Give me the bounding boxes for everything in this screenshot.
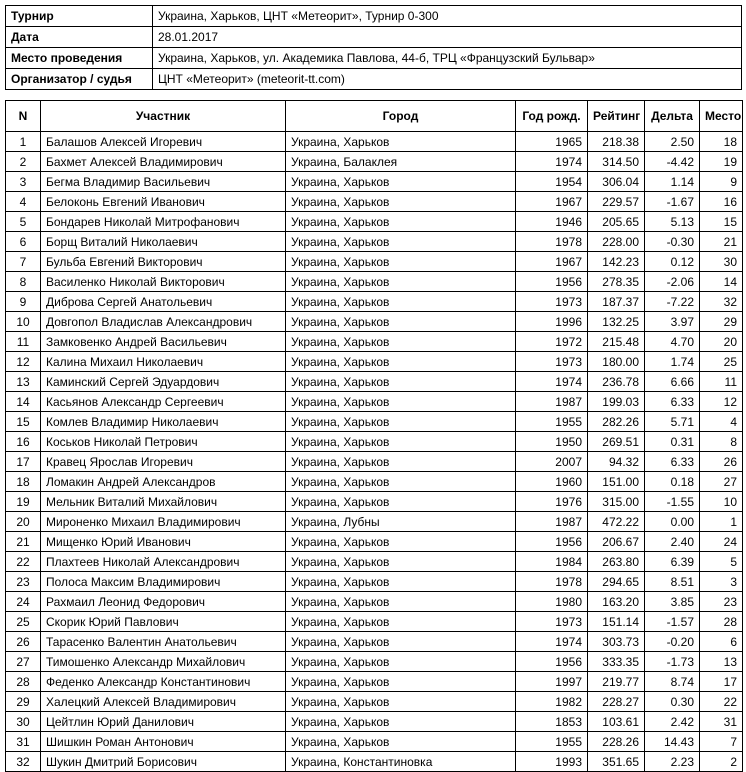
header-participant: Участник: [41, 101, 286, 132]
cell-number: 19: [6, 492, 41, 512]
cell-rating: 180.00: [588, 352, 645, 372]
cell-delta: 6.33: [645, 392, 700, 412]
cell-city: Украина, Харьков: [286, 192, 516, 212]
cell-delta: 4.70: [645, 332, 700, 352]
cell-place: 17: [700, 672, 743, 692]
cell-city: Украина, Харьков: [286, 712, 516, 732]
cell-delta: 0.18: [645, 472, 700, 492]
table-row: [6, 172, 743, 192]
cell-rating: 187.37: [588, 292, 645, 312]
cell-number: 13: [6, 372, 41, 392]
participants-body: [6, 132, 743, 772]
cell-birth-year: 1974: [516, 632, 588, 652]
cell-participant: Замковенко Андрей Васильевич: [41, 332, 286, 352]
cell-city: Украина, Харьков: [286, 312, 516, 332]
cell-delta: -1.55: [645, 492, 700, 512]
cell-participant: Цейтлин Юрий Данилович: [41, 712, 286, 732]
cell-city: Украина, Харьков: [286, 332, 516, 352]
cell-delta: -1.57: [645, 612, 700, 632]
cell-number: 27: [6, 652, 41, 672]
cell-place: 26: [700, 452, 743, 472]
table-row: [6, 132, 743, 152]
cell-birth-year: 1950: [516, 432, 588, 452]
cell-participant: Коськов Николай Петрович: [41, 432, 286, 452]
info-row: [6, 69, 742, 90]
cell-participant: Бегма Владимир Васильевич: [41, 172, 286, 192]
cell-number: 25: [6, 612, 41, 632]
cell-birth-year: 1976: [516, 492, 588, 512]
cell-rating: 151.00: [588, 472, 645, 492]
cell-place: 5: [700, 552, 743, 572]
table-row: [6, 592, 743, 612]
cell-rating: 151.14: [588, 612, 645, 632]
cell-number: 5: [6, 212, 41, 232]
cell-place: 24: [700, 532, 743, 552]
cell-participant: Касьянов Александр Сергеевич: [41, 392, 286, 412]
cell-birth-year: 1967: [516, 252, 588, 272]
cell-birth-year: 1853: [516, 712, 588, 732]
info-label: Турнир: [6, 6, 153, 27]
cell-number: 15: [6, 412, 41, 432]
cell-number: 20: [6, 512, 41, 532]
cell-number: 12: [6, 352, 41, 372]
cell-birth-year: 1972: [516, 332, 588, 352]
cell-city: Украина, Харьков: [286, 232, 516, 252]
cell-city: Украина, Харьков: [286, 732, 516, 752]
cell-delta: 0.12: [645, 252, 700, 272]
cell-participant: Феденко Александр Константинович: [41, 672, 286, 692]
participants-table: [5, 100, 743, 772]
cell-number: 23: [6, 572, 41, 592]
cell-rating: 306.04: [588, 172, 645, 192]
cell-participant: Калина Михаил Николаевич: [41, 352, 286, 372]
cell-number: 10: [6, 312, 41, 332]
cell-participant: Скорик Юрий Павлович: [41, 612, 286, 632]
cell-city: Украина, Харьков: [286, 612, 516, 632]
cell-place: 31: [700, 712, 743, 732]
cell-number: 24: [6, 592, 41, 612]
cell-birth-year: 1993: [516, 752, 588, 772]
cell-rating: 142.23: [588, 252, 645, 272]
cell-participant: Полоса Максим Владимирович: [41, 572, 286, 592]
cell-birth-year: 1996: [516, 312, 588, 332]
table-row: [6, 252, 743, 272]
cell-city: Украина, Харьков: [286, 412, 516, 432]
cell-delta: 5.13: [645, 212, 700, 232]
cell-birth-year: 1965: [516, 132, 588, 152]
cell-birth-year: 1978: [516, 572, 588, 592]
cell-place: 16: [700, 192, 743, 212]
cell-number: 17: [6, 452, 41, 472]
cell-participant: Шукин Дмитрий Борисович: [41, 752, 286, 772]
cell-delta: -1.73: [645, 652, 700, 672]
cell-city: Украина, Харьков: [286, 492, 516, 512]
cell-city: Украина, Харьков: [286, 392, 516, 412]
table-row: [6, 472, 743, 492]
cell-delta: -2.06: [645, 272, 700, 292]
table-row: [6, 692, 743, 712]
cell-delta: 5.71: [645, 412, 700, 432]
table-row: [6, 192, 743, 212]
table-row: [6, 652, 743, 672]
cell-number: 26: [6, 632, 41, 652]
cell-rating: 163.20: [588, 592, 645, 612]
cell-delta: 6.39: [645, 552, 700, 572]
cell-birth-year: 1967: [516, 192, 588, 212]
cell-participant: Бульба Евгений Викторович: [41, 252, 286, 272]
cell-rating: 132.25: [588, 312, 645, 332]
cell-number: 30: [6, 712, 41, 732]
cell-rating: 219.77: [588, 672, 645, 692]
cell-rating: 229.57: [588, 192, 645, 212]
info-label: Место проведения: [6, 48, 153, 69]
cell-delta: 1.74: [645, 352, 700, 372]
table-row: [6, 672, 743, 692]
cell-delta: 0.30: [645, 692, 700, 712]
cell-birth-year: 1955: [516, 412, 588, 432]
cell-birth-year: 1980: [516, 592, 588, 612]
table-row: [6, 232, 743, 252]
cell-participant: Тимошенко Александр Михайлович: [41, 652, 286, 672]
cell-delta: 0.31: [645, 432, 700, 452]
cell-number: 22: [6, 552, 41, 572]
cell-delta: 2.50: [645, 132, 700, 152]
cell-participant: Довгопол Владислав Александрович: [41, 312, 286, 332]
cell-participant: Мироненко Михаил Владимирович: [41, 512, 286, 532]
cell-birth-year: 1955: [516, 732, 588, 752]
info-row: [6, 6, 742, 27]
table-row: [6, 372, 743, 392]
cell-place: 32: [700, 292, 743, 312]
cell-number: 9: [6, 292, 41, 312]
cell-participant: Бондарев Николай Митрофанович: [41, 212, 286, 232]
cell-city: Украина, Харьков: [286, 172, 516, 192]
cell-city: Украина, Харьков: [286, 592, 516, 612]
header-place: Место: [700, 101, 743, 132]
cell-delta: 8.51: [645, 572, 700, 592]
cell-participant: Плахтеев Николай Александрович: [41, 552, 286, 572]
cell-delta: -0.20: [645, 632, 700, 652]
table-row: [6, 572, 743, 592]
info-row: [6, 48, 742, 69]
cell-participant: Тарасенко Валентин Анатольевич: [41, 632, 286, 652]
table-row: [6, 392, 743, 412]
info-value: 28.01.2017: [153, 27, 742, 48]
cell-city: Украина, Балаклея: [286, 152, 516, 172]
cell-delta: -0.30: [645, 232, 700, 252]
cell-city: Украина, Харьков: [286, 552, 516, 572]
cell-place: 27: [700, 472, 743, 492]
cell-place: 12: [700, 392, 743, 412]
table-row: [6, 492, 743, 512]
cell-place: 22: [700, 692, 743, 712]
cell-number: 2: [6, 152, 41, 172]
cell-number: 28: [6, 672, 41, 692]
cell-delta: -7.22: [645, 292, 700, 312]
cell-number: 1: [6, 132, 41, 152]
cell-delta: 6.33: [645, 452, 700, 472]
cell-participant: Василенко Николай Викторович: [41, 272, 286, 292]
cell-delta: -4.42: [645, 152, 700, 172]
cell-rating: 278.35: [588, 272, 645, 292]
table-row: [6, 312, 743, 332]
cell-participant: Халецкий Алексей Владимирович: [41, 692, 286, 712]
cell-participant: Диброва Сергей Анатольевич: [41, 292, 286, 312]
cell-birth-year: 1982: [516, 692, 588, 712]
cell-city: Украина, Харьков: [286, 272, 516, 292]
cell-city: Украина, Харьков: [286, 252, 516, 272]
table-row: [6, 532, 743, 552]
cell-birth-year: 1973: [516, 292, 588, 312]
table-row: [6, 552, 743, 572]
table-row: [6, 412, 743, 432]
cell-birth-year: 1973: [516, 352, 588, 372]
cell-delta: 3.97: [645, 312, 700, 332]
cell-rating: 215.48: [588, 332, 645, 352]
cell-rating: 263.80: [588, 552, 645, 572]
cell-place: 6: [700, 632, 743, 652]
cell-birth-year: 1987: [516, 392, 588, 412]
cell-number: 6: [6, 232, 41, 252]
cell-birth-year: 1960: [516, 472, 588, 492]
header-rating: Рейтинг: [588, 101, 645, 132]
header-number: N: [6, 101, 41, 132]
cell-participant: Мельник Виталий Михайлович: [41, 492, 286, 512]
cell-rating: 282.26: [588, 412, 645, 432]
cell-rating: 315.00: [588, 492, 645, 512]
cell-delta: 2.23: [645, 752, 700, 772]
cell-rating: 294.65: [588, 572, 645, 592]
cell-number: 8: [6, 272, 41, 292]
cell-place: 4: [700, 412, 743, 432]
cell-rating: 206.67: [588, 532, 645, 552]
table-row: [6, 632, 743, 652]
cell-number: 31: [6, 732, 41, 752]
cell-delta: 8.74: [645, 672, 700, 692]
cell-birth-year: 1956: [516, 272, 588, 292]
cell-delta: 0.00: [645, 512, 700, 532]
table-row: [6, 432, 743, 452]
cell-delta: 14.43: [645, 732, 700, 752]
cell-rating: 303.73: [588, 632, 645, 652]
cell-number: 3: [6, 172, 41, 192]
cell-place: 23: [700, 592, 743, 612]
cell-place: 30: [700, 252, 743, 272]
cell-participant: Мищенко Юрий Иванович: [41, 532, 286, 552]
cell-birth-year: 1974: [516, 152, 588, 172]
cell-number: 21: [6, 532, 41, 552]
cell-number: 4: [6, 192, 41, 212]
cell-place: 9: [700, 172, 743, 192]
table-row: [6, 452, 743, 472]
cell-rating: 269.51: [588, 432, 645, 452]
cell-participant: Борщ Виталий Николаевич: [41, 232, 286, 252]
cell-rating: 103.61: [588, 712, 645, 732]
cell-rating: 94.32: [588, 452, 645, 472]
table-row: [6, 292, 743, 312]
cell-place: 7: [700, 732, 743, 752]
cell-number: 18: [6, 472, 41, 492]
cell-place: 10: [700, 492, 743, 512]
cell-participant: Рахмаил Леонид Федорович: [41, 592, 286, 612]
cell-city: Украина, Харьков: [286, 372, 516, 392]
info-value: Украина, Харьков, ул. Академика Павлова, 44-б, ТРЦ «Французский Бульвар»: [153, 48, 742, 69]
cell-place: 8: [700, 432, 743, 452]
cell-place: 1: [700, 512, 743, 532]
cell-participant: Кравец Ярослав Игоревич: [41, 452, 286, 472]
cell-rating: 236.78: [588, 372, 645, 392]
cell-birth-year: 1956: [516, 532, 588, 552]
cell-city: Украина, Харьков: [286, 692, 516, 712]
cell-city: Украина, Харьков: [286, 572, 516, 592]
table-row: [6, 212, 743, 232]
header-city: Город: [286, 101, 516, 132]
cell-participant: Каминский Сергей Эдуардович: [41, 372, 286, 392]
cell-place: 2: [700, 752, 743, 772]
cell-rating: 351.65: [588, 752, 645, 772]
cell-city: Украина, Харьков: [286, 532, 516, 552]
cell-number: 11: [6, 332, 41, 352]
cell-birth-year: 1987: [516, 512, 588, 532]
cell-birth-year: 1984: [516, 552, 588, 572]
cell-place: 29: [700, 312, 743, 332]
cell-participant: Ломакин Андрей Александров: [41, 472, 286, 492]
cell-city: Украина, Харьков: [286, 632, 516, 652]
table-row: [6, 152, 743, 172]
table-header-row: [6, 101, 743, 132]
cell-rating: 199.03: [588, 392, 645, 412]
cell-number: 32: [6, 752, 41, 772]
cell-place: 28: [700, 612, 743, 632]
cell-rating: 314.50: [588, 152, 645, 172]
info-label: Организатор / судья: [6, 69, 153, 90]
cell-place: 25: [700, 352, 743, 372]
cell-rating: 228.26: [588, 732, 645, 752]
table-row: [6, 752, 743, 772]
table-row: [6, 512, 743, 532]
cell-birth-year: 1973: [516, 612, 588, 632]
cell-place: 3: [700, 572, 743, 592]
cell-delta: 2.42: [645, 712, 700, 732]
cell-participant: Белоконь Евгений Иванович: [41, 192, 286, 212]
header-birth-year: Год рожд.: [516, 101, 588, 132]
cell-participant: Шишкин Роман Антонович: [41, 732, 286, 752]
cell-city: Украина, Харьков: [286, 132, 516, 152]
cell-delta: 1.14: [645, 172, 700, 192]
cell-place: 14: [700, 272, 743, 292]
cell-participant: Балашов Алексей Игоревич: [41, 132, 286, 152]
info-value: Украина, Харьков, ЦНТ «Метеорит», Турнир 0-300: [153, 6, 742, 27]
cell-delta: 3.85: [645, 592, 700, 612]
cell-number: 29: [6, 692, 41, 712]
cell-city: Украина, Харьков: [286, 652, 516, 672]
cell-rating: 228.27: [588, 692, 645, 712]
cell-participant: Комлев Владимир Николаевич: [41, 412, 286, 432]
cell-place: 20: [700, 332, 743, 352]
cell-birth-year: 1954: [516, 172, 588, 192]
cell-rating: 333.35: [588, 652, 645, 672]
cell-number: 7: [6, 252, 41, 272]
cell-delta: 2.40: [645, 532, 700, 552]
info-row: [6, 27, 742, 48]
tournament-info-body: [6, 6, 742, 90]
cell-rating: 228.00: [588, 232, 645, 252]
table-row: [6, 272, 743, 292]
table-row: [6, 712, 743, 732]
cell-city: Украина, Лубны: [286, 512, 516, 532]
cell-number: 16: [6, 432, 41, 452]
cell-birth-year: 2007: [516, 452, 588, 472]
cell-rating: 218.38: [588, 132, 645, 152]
table-row: [6, 332, 743, 352]
cell-birth-year: 1956: [516, 652, 588, 672]
cell-number: 14: [6, 392, 41, 412]
cell-place: 18: [700, 132, 743, 152]
info-label: Дата: [6, 27, 153, 48]
table-row: [6, 352, 743, 372]
cell-place: 15: [700, 212, 743, 232]
cell-city: Украина, Харьков: [286, 452, 516, 472]
cell-city: Украина, Харьков: [286, 212, 516, 232]
cell-participant: Бахмет Алексей Владимирович: [41, 152, 286, 172]
cell-birth-year: 1978: [516, 232, 588, 252]
cell-place: 11: [700, 372, 743, 392]
cell-place: 21: [700, 232, 743, 252]
cell-city: Украина, Харьков: [286, 352, 516, 372]
cell-delta: 6.66: [645, 372, 700, 392]
cell-place: 19: [700, 152, 743, 172]
cell-city: Украина, Харьков: [286, 432, 516, 452]
cell-city: Украина, Харьков: [286, 292, 516, 312]
tournament-info-table: [5, 5, 742, 90]
info-value: ЦНТ «Метеорит» (meteorit-tt.com): [153, 69, 742, 90]
cell-birth-year: 1974: [516, 372, 588, 392]
cell-rating: 472.22: [588, 512, 645, 532]
cell-place: 13: [700, 652, 743, 672]
cell-rating: 205.65: [588, 212, 645, 232]
cell-delta: -1.67: [645, 192, 700, 212]
header-delta: Дельта: [645, 101, 700, 132]
cell-birth-year: 1997: [516, 672, 588, 692]
cell-birth-year: 1946: [516, 212, 588, 232]
cell-city: Украина, Харьков: [286, 472, 516, 492]
cell-city: Украина, Константиновка: [286, 752, 516, 772]
cell-city: Украина, Харьков: [286, 672, 516, 692]
table-row: [6, 732, 743, 752]
table-row: [6, 612, 743, 632]
